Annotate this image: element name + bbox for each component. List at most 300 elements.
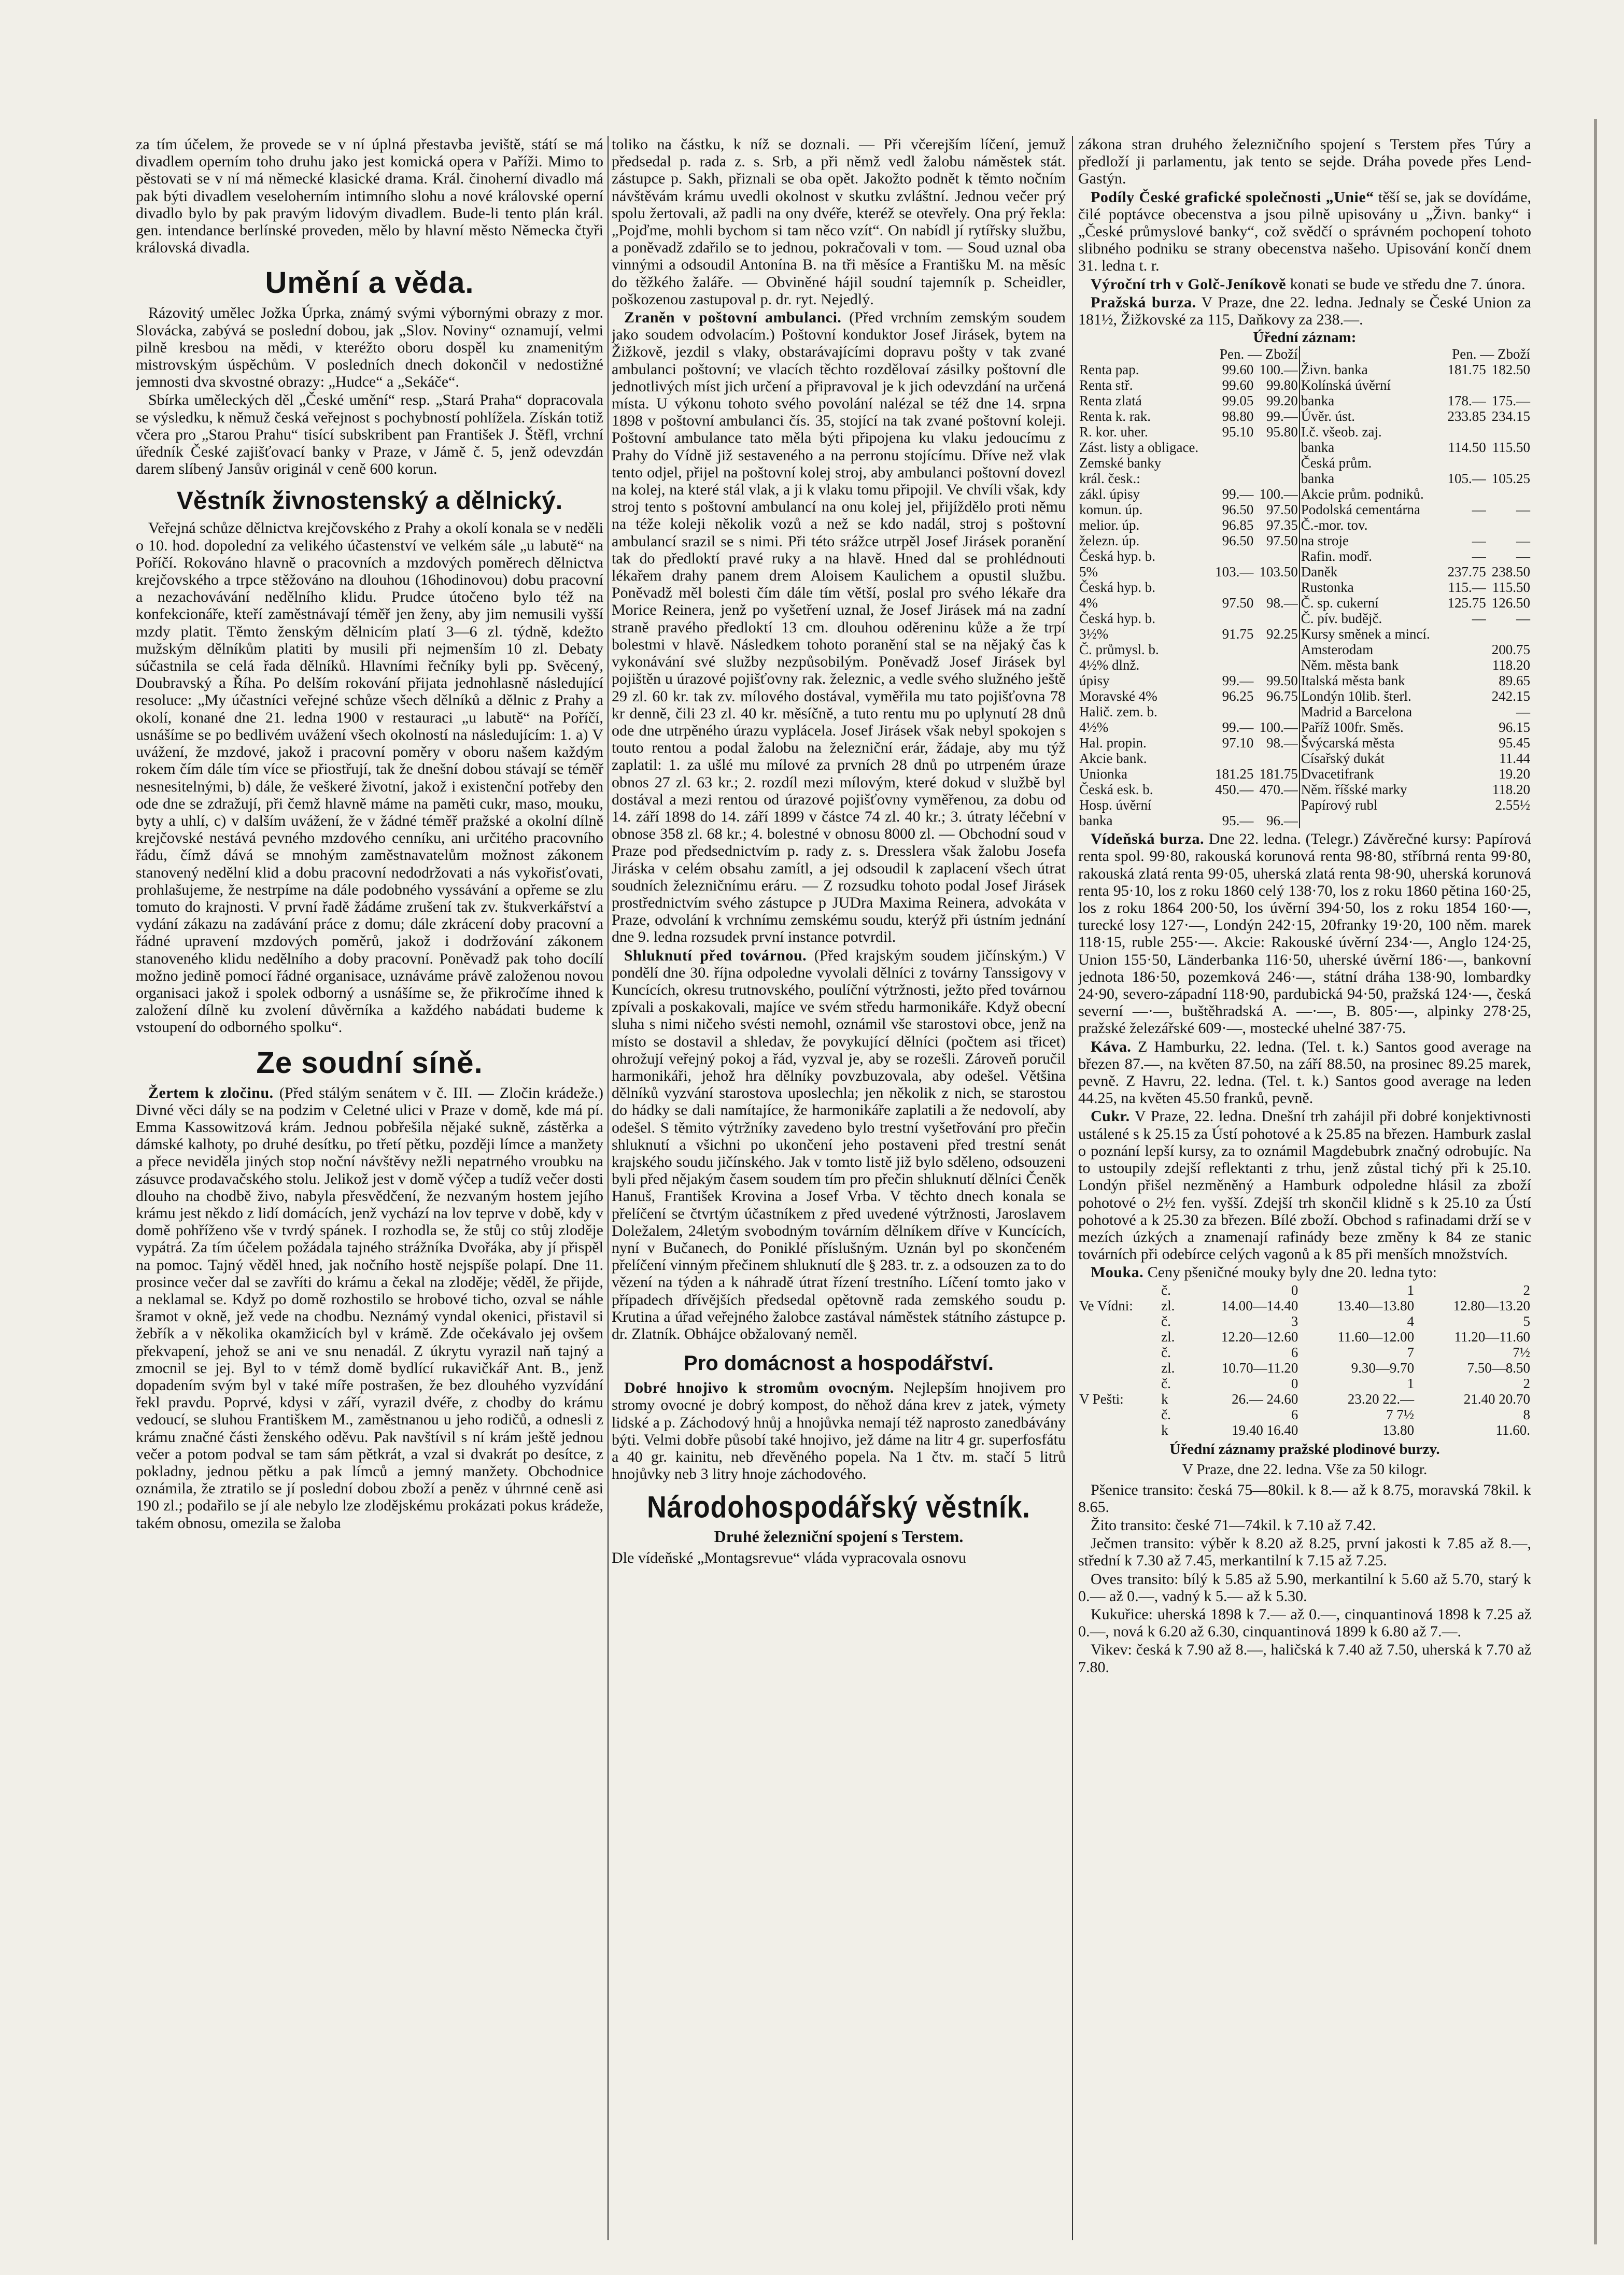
table-cell [1487,813,1531,828]
article-text [1078,276,1531,293]
table-cell [1254,611,1299,626]
article-text [1078,830,1531,1037]
table-cell: 12.80—13.20 [1453,1297,1530,1313]
table-cell: 0 [1291,1282,1298,1298]
table-cell: 97.50 [1266,533,1298,549]
table-row [1078,533,1531,548]
table-header-cell [1078,346,1210,362]
table-header-cell: Pen. — Zboží [1452,346,1530,362]
column-middle [612,136,1066,2245]
table-cell: 19.40 16.40 [1232,1422,1298,1438]
article-title: Shluknutí před továrnou. [624,946,807,964]
table-cell: 200.75 [1491,642,1530,658]
bourse-table [1078,346,1531,828]
table-cell [1254,657,1299,673]
table-cell: Kolínská úvěrní [1300,377,1443,393]
table-cell: 21.40 20.70 [1463,1391,1530,1407]
article-title: Dobré hnojivo k stromům ovocným. [624,1379,894,1397]
table-cell: Česká hyp. b. [1079,548,1155,564]
table-cell: 10.70—11.20 [1221,1360,1298,1376]
table-cell: 103.— [1215,564,1254,580]
table-row [1078,813,1531,828]
table-cell [1078,1313,1160,1329]
table-cell: Č. průmysl. b. [1079,642,1159,658]
table-cell [1443,486,1487,502]
table-cell: banka [1079,813,1113,829]
section-heading-court: Ze soudní síně. [256,1045,483,1080]
section-heading-home: Pro domácnost a hospodářství. [684,1352,994,1375]
table-cell [1300,813,1443,828]
table-cell: Daněk [1300,564,1443,580]
table-cell: Paříž 100fr. Směs. [1300,719,1443,735]
article-text: Vikev: česká k 7.90 až 8.—, haličská k 7.40 až 7.50, uherská k 7.70 až 7.80. [1078,1641,1531,1676]
table-heading: Úřední záznamy pražské plodinové burzy. [1169,1440,1440,1458]
table-row [1078,673,1531,688]
section-heading-trade: Věstník živnostenský a dělnický. [176,487,563,515]
table-cell [1078,1282,1160,1298]
table-cell: 96.— [1266,813,1298,829]
table-cell: 100.— [1259,486,1298,502]
table-cell [1254,471,1299,486]
table-cell: banka [1300,471,1443,486]
article-text [612,1379,1066,1482]
table-cell: 99.60 [1222,377,1254,393]
table-cell: 105.— [1447,471,1486,487]
table-cell: 178.— [1447,393,1486,409]
table-cell: 5% [1079,564,1098,580]
table-row [1078,782,1531,797]
table-cell: 0 [1291,1375,1298,1391]
article-text [1078,1264,1531,1281]
table-cell: 2 [1523,1282,1530,1298]
table-cell: Živn. banka [1300,362,1443,377]
table-row [1078,580,1531,595]
table-cell [1078,1329,1160,1345]
table-cell [1443,673,1487,688]
table-cell: Rustonka [1300,580,1443,595]
table-cell: 4½% dlnž. [1079,657,1140,673]
table-cell [1210,642,1254,657]
table-cell: 98.80 [1222,408,1254,425]
table-row [1078,1313,1531,1329]
article-text [612,309,1066,946]
table-row [1078,1376,1531,1391]
table-cell: 4% [1079,595,1098,611]
table-cell: 2 [1523,1375,1530,1391]
table-cell: 99.60 [1222,362,1254,378]
table-cell: 1 [1407,1282,1415,1298]
table-cell: 12.20—12.60 [1221,1329,1298,1345]
table-cell: 175.— [1491,393,1530,409]
table-cell: Č.-mor. tov. [1300,517,1443,533]
table-cell: 7 7½ [1386,1406,1415,1422]
table-cell: 118.20 [1492,782,1530,798]
table-cell [1487,377,1531,393]
table-cell: — [1516,704,1530,720]
article-text: Sbírka uměleckých děl „České umění“ resp. „Stará Praha“ dopracovala se výsledku, k němuž česká veřejnost s pochybností pohlížela. Získán totiž včera pro „Starou Prahu“ tisící subskribent pan František J. Štěfl, vrchní úředník České zajišťovací banky v Praze, v Jámě č. 5, jenž odevzdán darem slíbený Jansův originál v ceně 600 korun. [136,391,603,478]
table-cell [1254,455,1299,471]
table-cell [1210,580,1254,595]
flour-table-body [1078,1282,1531,1438]
table-cell: Něm. říšské marky [1300,782,1443,797]
table-cell: Č. sp. cukerní [1300,595,1443,611]
table-cell [1443,782,1487,797]
table-cell [1210,751,1254,766]
table-row [1078,595,1531,611]
table-cell: 95.45 [1499,735,1530,751]
table-row [1078,1407,1531,1422]
table-cell: 98.— [1266,595,1298,611]
table-row [1078,1422,1531,1438]
table-row [1078,377,1531,393]
table-cell: 96.75 [1266,688,1298,704]
article-text: za tím účelem, že provede se v ní úplná přestavba jeviště, státí se má divadlem operním toho druhu jako jest komická opera v Paříži. Mimo to pěstovati se v ní má německé klasické drama. Král. činoherní divadlo má pak býti divadlem veseloherním intimního slohu a nové královské operní divadlo bylo by pak pravým lidovým divadlem. Bude-li tento plán král. gen. intendance berlínské proveden, mělo by hlavní město Německa čtyři královská divadla. [136,136,603,257]
table-cell: 23.20 22.— [1347,1391,1415,1407]
table-cell [1443,719,1487,735]
table-cell [1443,797,1487,813]
table-cell: 234.15 [1491,408,1530,425]
table-cell: Londýn 10lib. šterl. [1300,688,1443,704]
section-heading-art: Umění a věda. [265,266,474,300]
table-cell: 6 [1291,1344,1298,1360]
article-text [1078,1038,1531,1107]
table-cell: 96.85 [1222,517,1254,533]
article-text: Dle vídeňské „Montagsrevue“ vláda vypracovala osnovu [612,1549,966,1567]
article-body: Ceny pšeničné mouky byly dne 20. ledna tyto: [1147,1264,1437,1281]
table-cell: 95.80 [1266,424,1298,440]
article-body: Dne 22. ledna. (Telegr.) Závěrečné kursy: Papírová renta spol. 99·80, rakouská korunová renta 98·80, stříbrná renta 99·80, rakouská zlatá renta 99·05, uherská zlatá renta 98·90, uherská korunová renta 95·10, los z roku 1860 celý 138·70, los z roku 1860 pětina 160·25, los z roku 1864 200·50, los úvěrní 394·50, los z roku 1854 160·—, turecké losy 127·—, Londýn 242·15, 20franky 19·20, 100 něm. marek 118·15, ruble 255·—. Akcie: Rakouské úvěrní 234·—, Anglo 124·25, Union 155·50, Länderbanka 116·50, uherské úvěrní 186·—, bankovní jednota 186·50, pozemková 246·—, státní dráha 138·90, lombardky 24·90, severo-západní 118·90, pardubická 94·50, pražská 124·—, česká severní —·—, buštěhradská A. —·—, B. 805·—, alpinky 278·25, pražské železářské 609·—, mostecké uhelné 387·75. [1078,830,1531,1037]
table-cell [1443,766,1487,782]
table-cell: 115.— [1448,580,1486,596]
table-cell: — [1516,533,1530,549]
table-cell: Rafin. modř. [1300,548,1443,564]
table-cell: I.č. všeob. zaj. [1300,424,1443,440]
table-cell: Amsterodam [1300,642,1443,657]
table-row [1078,502,1531,517]
table-cell: 11.60. [1495,1422,1530,1438]
table-row [1078,642,1531,657]
table-cell: Ve Vídni: [1079,1297,1133,1313]
table-cell [1078,1376,1160,1391]
table-cell: Hal. propin. [1079,735,1147,751]
table-cell [1078,1422,1160,1438]
table-row [1078,362,1531,377]
table-cell: 99.05 [1222,393,1254,409]
table-cell: Italská města bank [1300,673,1443,688]
table-cell: 96.50 [1222,502,1254,518]
table-cell: Zemské banky [1079,455,1162,471]
table-cell: 11.44 [1499,751,1530,767]
table-cell [1078,1345,1160,1360]
table-cell: Zást. listy a obligace. [1079,440,1199,456]
table-cell: č. [1161,1313,1171,1329]
table-cell [1487,626,1531,642]
column-divider [608,136,609,2240]
table-cell: 182.50 [1491,362,1530,378]
table-cell: král. česk.: [1079,471,1140,487]
table-cell: Moravské 4% [1079,688,1157,704]
article-body: (Před krajským soudem jičínským.) V pondělí dne 30. října odpoledne vyvolali dělníci z továrny Tanssigovy v Kuncících, okresu trutnovského, poulíční výtržnosti, ježto před továrnou zpívali a poskakovali, majíce ve svém středu harmonikáře. Když obecní sluha s nimi ničeho svésti nemohl, oznámil vše starostovi obce, jenž na místo se dostavil a shledav, že povykující dělníci (počtem asi třicet) ohrožují veřejný pokoj a řád, vyzval je, aby se rozešli. Zároveň poručil harmonikáři, jehož hra dělníky povzbuzovala, aby odešel. Většina dělníků vyzvání starostova uposlechla; jen několik z nich, se starostou do hádky se dali namítajíce, že harmonikáře zaplatili a že nedovolí, aby odešel. S těmito výtržníky zavedeno bylo trestní vyšetřování pro přečin shluknutí a všichni po ukončení jeho postaveni před trestní senát krajského soudu jičínského. Jak v tomto listě již bylo sděleno, odsouzeni byli před nějakým časem soudem tím pro přečin shluknutí dělníci Čeněk Hanuš, František Krovina a Josef Vrba. V těchto dnech konala se přelíčení se čtvrtým účastníkem z před uvedené výtržnosti, Jaroslavem Doležalem, 24letým svobodným továrním dělníkem dříve v Kuncících, nyní v Bučanech, do Poniklé příslušným. Uznán byl po skončeném přelíčení vinným přečinem shluknutí dle § 283. tr. z. a odsouzen za to do vězení na týden a k náhradě útrat řízení trestního. Líčení tomto jako v případech dřívějších předsedal opětovně rada zemského soudu p. Krutina a úřad veřejného žalobce zastával náměstek státního zástupce p. dr. Zlatník. Obhájce obžalovaný neměl. [612,946,1066,1343]
table-cell: 103.50 [1259,564,1298,580]
article-text: Oves transito: bílý k 5.85 až 5.90, merkantilní k 5.60 až 5.70, starý k 0.— až 0.—, vadný k 5.— až k 5.30. [1078,1570,1531,1605]
table-heading: Úřední záznam: [1253,329,1357,346]
table-cell: 181.75 [1447,362,1486,378]
article-title: Zraněn v poštovní ambulanci. [624,309,842,327]
table-cell: 97.50 [1266,502,1298,518]
table-cell: Renta stř. [1079,377,1133,393]
article-body: V Praze, dne 22. ledna. Jednaly se České Union za 181½, Žižkovské za 115, Daňkovy za 238.—. [1078,293,1531,329]
table-cell: Něm. města bank [1300,657,1443,673]
table-cell: 470.— [1259,782,1298,798]
article-text [1078,189,1531,275]
table-cell: 99.— [1222,486,1254,502]
table-cell: 11.20—11.60 [1454,1329,1530,1345]
table-cell: 97.50 [1222,595,1254,611]
table-cell [1443,813,1487,828]
table-row [1078,766,1531,782]
table-row [1078,440,1531,455]
table-header-row [1078,346,1531,362]
table-cell: V Pešti: [1079,1391,1124,1407]
table-cell: Papírový rubl [1300,797,1443,813]
article-title: Cukr. [1091,1108,1130,1125]
table-cell [1443,517,1487,533]
article-text [612,947,1066,1343]
table-row [1078,1329,1531,1345]
table-cell [1487,486,1531,502]
table-row [1078,626,1531,642]
table-cell: zákl. úpisy [1079,486,1140,502]
table-cell: 1 [1407,1375,1415,1391]
table-cell: 96.15 [1499,719,1530,736]
article-body: Nejlepším hnojivem pro stromy ovocné je dobrý kompost, do něhož dána krev z jatek, výmety lidské a p. Záchodový hnůj a hnojůvka nemají též naprosto zanedbávány býti. Velmi dobře působí také hnojivo, jež dáme na litr 4 gr. superfosfátu a 40 gr. kainitu, neb dřevěného popela. Na 1 čtv. m. stačí 5 litrů hnojůvky neb 3 litry hnoje záchodového. [612,1379,1066,1483]
table-cell: 99.50 [1266,673,1298,689]
table-cell: 99.— [1222,719,1254,736]
table-cell: 95.— [1222,813,1254,829]
table-cell [1443,424,1487,440]
table-row [1078,455,1531,471]
table-cell: 95.10 [1222,424,1254,440]
table-cell: — [1516,502,1530,518]
article-text: Pšenice transito: česká 75—80kil. k 8.— až k 8.75, moravská 78kil. k 8.65. [1078,1481,1531,1516]
table-cell: 14.00—14.40 [1221,1297,1298,1313]
table-cell: Česká esk. b. [1079,782,1153,798]
article-title: Podíly České grafické společnosti „Unie“ [1091,188,1374,206]
table-row [1078,719,1531,735]
table-cell [1443,626,1487,642]
table-cell: č. [1161,1282,1171,1298]
table-cell [1487,424,1531,440]
table-cell: zl. [1161,1360,1175,1376]
article-body: (Před stálým senátem v č. III. — Zločin krádeže.) Divné věci dály se na podzim v Celetné ulici v Praze v domě, kde má pí. Emma Kassowitzová krám. Jednou pobřešila nějaké sukně, zástěrka a dámské kalhoty, po druhé desítku, po třetí pětku, později límce a manžety a přece neviděla jiných stop noční návštěvy nežli nepatrného vroubku na zásuvce prodavačského stolu. Jelikož jest v domě výčep a tudíž večer dosti dlouho na chodbě živo, nabyla přesvědčení, že nezvaným hostem jejího krámu jest někdo z lidí domácích, jenž vychází na lov teprve v době, kdy v domě pohříženo vše v tvrdý spánek. I rozhodla se, že stůj co stůj zloděje vypátrá. Za tím účelem požádala tajného strážníka Dvořáka, aby jí přispěl na pomoc. Tajný věděl hned, jak nočního hostě nejspíše polapí. Dne 11. prosince večer dal se zavříti do krámu a čekal na zloděje; věděl, že přijde, a neklamal se. Když po domě rozhostilo se hrobové ticho, ozval se náhle šramot v okně, jež vede na chodbu. Neznámý vyndal okenici, přistavil si žebřík a v několika okamžicích byl v krámě. Zde očekávalo jej ovšem překvapení, jehož se ani ve snu nenadál. Z úkrytu vyrazil naň tajný a zmocnil se jej. Byl to v témž domě bydlící rukavičkář Ant. B., jenž dopadením svým byl v také míře postrašen, že bez dlouhého vyzvídání řekl pravdu. Poprvé, kdysi v září, vyrazil dvéře, z chodby do krámu vedoucí, se sluhou Františkem M., zaměstnanou u jeho rodičů, a odnesli z krámu značné části ženského oděvu. Pak navštívil s ní krám ještě jednou večer a potom podval se tam sám pětkrát, a vzal si dvakrát po desítce, z pokladny, jednou pětku a pak límců a jemný manžety. Obchodnice oznámila, že ztratilo se jí poslední dobou zboží a peněz v úhrnné ceně asi 190 zl.; podařilo se jí ale nebylo lze zlodějskému prokázati pokus krádeže, takém obnosu, omezila se žaloba [136,1084,603,1532]
article-body: Z Hamburku, 22. ledna. (Tel. t. k.) Santos good average na březen 87.—, na květen 87.50, na září 88.50, na prosinec 89.25 marek, pevně. Z Havru, 22. ledna. (Tel. t. k.) Santos good average na leden 44.25, na květen 45.50 franků, pevně. [1078,1038,1531,1107]
table-cell [1443,735,1487,751]
table-cell: Dvacetifrank [1300,766,1443,782]
table-cell [1210,611,1254,626]
table-cell: 7½ [1513,1344,1530,1360]
table-cell [1210,704,1254,719]
table-cell: Renta zlatá [1079,393,1142,409]
table-row [1078,564,1531,580]
table-cell: 19.20 [1499,766,1530,782]
table-cell: 9.30—9.70 [1351,1360,1415,1376]
table-cell: 97.10 [1222,735,1254,751]
article-subheading: V Praze, dne 22. ledna. Vše za 50 kilogr. [1182,1461,1428,1478]
article-body: těší se, jak se dovídáme, čilé poptávce obecenstva a jsou pilně upisovány u „Živn. banky“ i „České průmyslové banky“, což svědčí o správném pochopení tohoto slibného podniku se strany obecenstva našeho. Upisování končí dnem 31. ledna t. r. [1078,188,1531,275]
table-row [1078,797,1531,813]
table-cell: 7 [1407,1344,1415,1360]
table-row [1078,471,1531,486]
table-cell: Kursy směnek a mincí. [1300,626,1443,642]
table-cell [1210,471,1254,486]
table-cell: č. [1161,1406,1171,1422]
table-row [1078,393,1531,408]
table-row [1078,548,1531,564]
article-title: Pražská burza. [1091,293,1196,311]
table-cell: — [1516,548,1530,564]
table-cell [1210,548,1254,564]
table-cell: 97.35 [1266,517,1298,533]
article-title: Káva. [1091,1038,1132,1055]
table-cell: 96.25 [1222,688,1254,704]
table-cell: 100.— [1259,719,1298,736]
table-row [1078,1345,1531,1360]
table-cell: 13.40—13.80 [1337,1297,1415,1313]
table-cell: 7.50—8.50 [1467,1360,1530,1376]
table-cell: 13.80 [1382,1422,1415,1438]
table-row [1078,735,1531,751]
table-cell: k [1161,1391,1168,1407]
table-cell: Císařský dukát [1300,751,1443,766]
table-cell: Česká hyp. b. [1079,611,1155,627]
table-cell: 4 [1407,1313,1415,1329]
table-cell: Česká hyp. b. [1079,580,1155,596]
table-row [1078,1360,1531,1376]
table-row [1078,424,1531,440]
table-cell: 114.50 [1448,440,1486,456]
column-right [1078,136,1531,2245]
article-title: Vídeňská burza. [1091,830,1204,848]
article-text: Veřejná schůze dělnictva krejčovského z Prahy a okolí konala se v neděli o 10. hod. dopolední za velikého účastenství ve velkém sále „u labutě“ na Poříčí. Rokováno hlavně o pracovních a mzdových poměrech dělnictva krejčovského a trpce stěžováno na dlouhou (16hodinovou) dobu pracovní a nezachovávání nedělního klidu. Prudce útočeno bylo též na konfekcionáře, kteří zaměstnávají téměř jen ženy, aby jim nemusili vyšší mzdy platit. Těmto ženským dělnicím platí 3—6 zl. týdně, kdežto mužským dělníkům platiti by musili při nejmenším 10 zl. Debaty súčastnila se celá řada dělníků. Hlavními řečníky byli pp. Svěcený, Doubravský a Říha. Po delším rokování přijata jednohlasně následující resoluce: „My účastníci veřejné schůze všech dělníků a dělnic z Prahy a okolí, konané dne 21. ledna 1900 v restauraci „u labutě“ na Poříčí, usnášíme se po bedlivém uvážení všech okolností na následujícím: 1. a) V uvážení, že mzdové, jakož i pracovní poměry v oboru našem každým rokem čím dále tím více se přiostřují, tak že dnešní dobou stávají se téměř nesnesitelnými, b) dále, že veškeré životní, jakož i existenční potřeby den ode dne se zdražují, při čemž hlavně máme na paměti cukr, maso, mouku, byty a uhlí, c) v dalším uvážení, že v žádné téměř pražské a okolní dílně krejčovské nestává pevného mzdového cenníku, ani určitého pracovního řádu, čímž dává se mnohým zaměstnavatelům možnost zákonem stanovený nedělní klid a dobu pracovní nedodržovati a nás vykořisťovati, prohlašujeme, že nestrpíme na dále podobného vyssávání a opřeme se zlu tomuto do krajnosti. V první řadě žádáme zrušení tak zv. štukverkářství a vydání zákazu na zadávání práce z domu; dále zkrácení doby pracovní a řádné upravení mzdových poměrů, jakož i dodržování zákonem stanoveného klidu nedělního a doby pracovní. Poněvadž pak toho docílí možno jedině pomocí řádné organisace, uznáváme právě založenou novou organisaci jakož i spolek odborný a usnášíme se, že přikročíme ihned k založení dílně ku zvolení důvěrníka a každého nabádati budeme k vstoupení do odborného spolku“. [136,519,603,1036]
table-cell: 181.75 [1259,766,1298,782]
table-cell: — [1472,533,1486,549]
table-cell: 11.60—12.00 [1337,1329,1415,1345]
table-cell: Hosp. úvěrní [1079,797,1152,813]
table-cell: č. [1161,1344,1171,1360]
table-cell [1254,704,1299,719]
article-text: toliko na částku, k níž se doznali. — Při včerejším líčení, jemuž předsedal p. rada z. s. Srb, a při němž vedl žalobu náměstek stát. zástupce p. Sakh, přiznali se oba opět. Jakožto podnět k těmto nočním návštěvám krámu uvedli okolnost v skutku zvláštní. Jednou večer prý spolu žertovali, až padli na ony dvéře, kteréž se otevřely. Ona prý řekla: „Pojďme, mohli bychom si tam něco vzít“. On nabídl jí rytířsky službu, a poněvadž zdařilo se to jednou, pokračovali v tom. — Soud uznal oba vinnými a odsoudil Antonína B. na tři měsíce a Františku M. na měsíc do těžkého žaláře. — Obviněné hájil soudní tajemník p. Scheidler, poškozenou zastupoval p. dr. ryt. Nejedlý. [612,136,1066,308]
table-cell [1254,797,1299,813]
table-cell: 2.55½ [1495,797,1530,813]
table-cell: č. [1161,1375,1171,1391]
page-edge [1594,119,1597,2244]
table-cell [1443,455,1487,471]
table-cell [1210,440,1254,455]
table-cell [1210,657,1254,673]
table-cell: — [1472,548,1486,564]
table-row [1078,688,1531,704]
table-cell [1078,1407,1160,1422]
table-cell: — [1516,611,1530,627]
table-cell: k [1161,1422,1168,1438]
article-text: Kukuřice: uherská 1898 k 7.— až 0.—, cinquantinová 1898 k 7.25 až 0.—, nová k 6.20 až 6.30, cinquantinová 1899 k 6.80 až 7.—. [1078,1605,1531,1641]
table-cell [1210,455,1254,471]
article-body: konati se bude ve středu dne 7. února. [1290,275,1526,293]
table-cell [1078,1360,1160,1376]
table-cell: zl. [1161,1329,1175,1345]
table-cell: železn. úp. [1079,533,1140,549]
table-row [1078,486,1531,502]
table-cell [1210,797,1254,813]
table-cell: 450.— [1215,782,1254,798]
table-cell [1443,704,1487,719]
table-cell: 96.50 [1222,533,1254,549]
table-cell: Renta pap. [1079,362,1139,378]
bourse-table-body [1078,362,1531,828]
table-cell: 105.25 [1491,471,1530,487]
table-cell: 89.65 [1499,673,1530,689]
flour-table [1078,1282,1531,1438]
table-row [1078,1298,1531,1313]
table-cell: na stroje [1300,533,1443,548]
table-header-cell: Pen. — Zboží [1220,346,1298,362]
article-body: V Praze, 22. ledna. Dnešní trh zahájil při dobré konjektivnosti ustálené s k 25.15 za Ústí pohotové a k 25.85 na březen. Hamburk zaslal o poznání lepší kursy, za to oznámil Magdebubrk značný odrobujíc. Na to ustoupily zdejší reflektanti z trhu, jenž zůstal tichý při k 25.10. Londýn přišel nezměněný a Hamburk odpoledne hlásil za zboží pohotové o 2½ fen. vyšší. Zdejší trh skončil klidně s k 25.10 za Ústí pohotové a k 25.30 za březen. Bílé zboží. Obchod s rafinadami drží se v mezích úzkých a znamenají rafinády beze změny k 84 ze stanic továrních při odebírce celých vagonů a k 85 při menších množstvích. [1078,1108,1531,1263]
table-cell: Č. pív. budějč. [1300,611,1443,626]
table-cell: 99.80 [1266,377,1298,393]
table-cell: 99.— [1222,673,1254,689]
table-cell [1443,642,1487,657]
table-cell: 8 [1523,1406,1530,1422]
table-cell: Unionka [1079,766,1127,782]
table-cell: Podolská cementárna [1300,502,1443,517]
table-cell: úpisy [1079,673,1110,689]
table-cell: 238.50 [1491,564,1530,580]
table-cell: — [1472,502,1486,518]
table-cell [1443,688,1487,704]
table-cell: 6 [1291,1406,1298,1422]
table-cell: 26.— 24.60 [1232,1391,1298,1407]
table-cell [1487,455,1531,471]
table-cell [1254,548,1299,564]
table-cell: Madrid a Barcelona [1300,704,1443,719]
table-cell [1443,377,1487,393]
table-cell: 99.20 [1266,393,1298,409]
article-text: Rázovitý umělec Jožka Úprka, známý svými výbornými obrazy z mor. Slovácka, zabývá se poslední dobou, jak „Slov. Noviny“ oznamují, velmi pilně kresbou na mědi, v kteréžto oboru dospěl ku znamenitým mistrovským úspěchům. V posledních dnech dokončil v nedostižné jemnosti dva skvostné obrazy: „Hudce“ a „Sekáče“. [136,304,603,391]
table-row [1078,517,1531,533]
table-cell: 92.25 [1266,626,1298,642]
table-cell [1487,517,1531,533]
article-text [1078,1108,1531,1263]
table-cell: 3 [1291,1313,1298,1329]
table-cell: 5 [1523,1313,1530,1329]
column-divider [1072,136,1073,2240]
table-cell: 237.75 [1447,564,1486,580]
table-cell [1254,580,1299,595]
table-row [1078,751,1531,766]
table-cell: banka [1300,440,1443,455]
table-cell: 98.— [1266,735,1298,751]
article-text: Žito transito: české 71—74kil. k 7.10 až 7.42. [1091,1516,1376,1534]
article-text [1078,294,1531,328]
table-cell: 100.— [1259,362,1298,378]
table-cell: melior. úp. [1079,517,1140,533]
article-text: zákona stran druhého železničního spojení s Terstem přes Túry a předloží ji parlamentu, jak tento se sejde. Dráha povede přes Lend-Gastýn. [1078,136,1531,188]
table-cell: 115.50 [1492,440,1530,456]
table-cell [1254,440,1299,455]
table-cell [1443,657,1487,673]
table-cell: banka [1300,393,1443,408]
table-cell: 242.15 [1491,688,1530,704]
